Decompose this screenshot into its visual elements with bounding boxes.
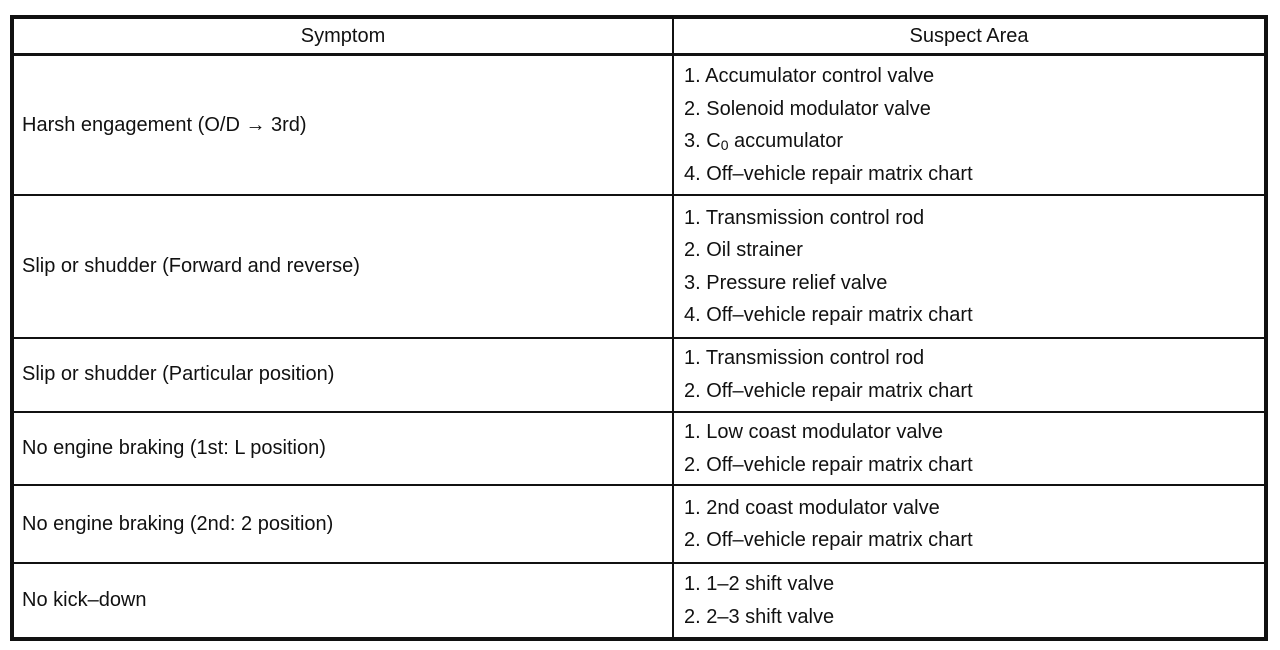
table-row [13, 412, 1265, 486]
suspect-item: 1. 1–2 shift valve [684, 573, 835, 596]
table-row [13, 338, 1265, 412]
suspect-item: 1. Transmission control rod [684, 347, 925, 370]
suspect-item: 2. Solenoid modulator valve [684, 97, 931, 120]
symptom-table-container [10, 15, 1268, 641]
symptom-cell: No engine braking (2nd: 2 position) [13, 485, 673, 563]
header-row [13, 18, 1265, 55]
symptom-cell: Harsh engagement (O/D → 3rd) [13, 55, 673, 196]
suspect-item: 2. Off–vehicle repair matrix chart [684, 453, 973, 476]
suspect-item: 1. Transmission control rod [684, 206, 925, 229]
suspect-item: 1. Low coast modulator valve [684, 421, 944, 444]
suspect-item: 1. 2nd coast modulator valve [684, 496, 940, 519]
suspect-item: 3. Pressure relief valve [684, 271, 888, 294]
suspect-item: 2. Oil strainer [684, 239, 803, 262]
suspect-item: 4. Off–vehicle repair matrix chart [684, 304, 973, 327]
symptom-table [12, 17, 1266, 639]
suspect-area-cell [673, 55, 1265, 196]
symptom-cell: No engine braking (1st: L position) [13, 412, 673, 486]
suspect-item: 2. 2–3 shift valve [684, 605, 835, 628]
suspect-item-suffix: accumulator [728, 130, 843, 153]
suspect-area-cell [673, 412, 1265, 486]
suspect-item: 4. Off–vehicle repair matrix chart [684, 162, 973, 185]
suspect-item: 2. Off–vehicle repair matrix chart [684, 529, 973, 552]
table-row [13, 485, 1265, 563]
symptom-cell: No kick–down [13, 563, 673, 638]
table-row [13, 195, 1265, 337]
table-row [13, 55, 1265, 196]
suspect-item-prefix: 3. C [684, 130, 721, 153]
symptom-cell: Slip or shudder (Forward and reverse) [13, 195, 673, 337]
symptom-cell: Slip or shudder (Particular position) [13, 338, 673, 412]
suspect-item: 2. Off–vehicle repair matrix chart [684, 379, 973, 402]
suspect-area-cell [673, 563, 1265, 638]
header-symptom: Symptom [13, 18, 673, 55]
suspect-area-cell [673, 195, 1265, 337]
header-suspect-area: Suspect Area [673, 18, 1265, 55]
table-row [13, 563, 1265, 638]
suspect-item [684, 125, 1264, 158]
suspect-item: 1. Accumulator control valve [684, 65, 935, 88]
suspect-area-cell [673, 338, 1265, 412]
subscript: 0 [720, 137, 729, 154]
suspect-area-cell [673, 485, 1265, 563]
